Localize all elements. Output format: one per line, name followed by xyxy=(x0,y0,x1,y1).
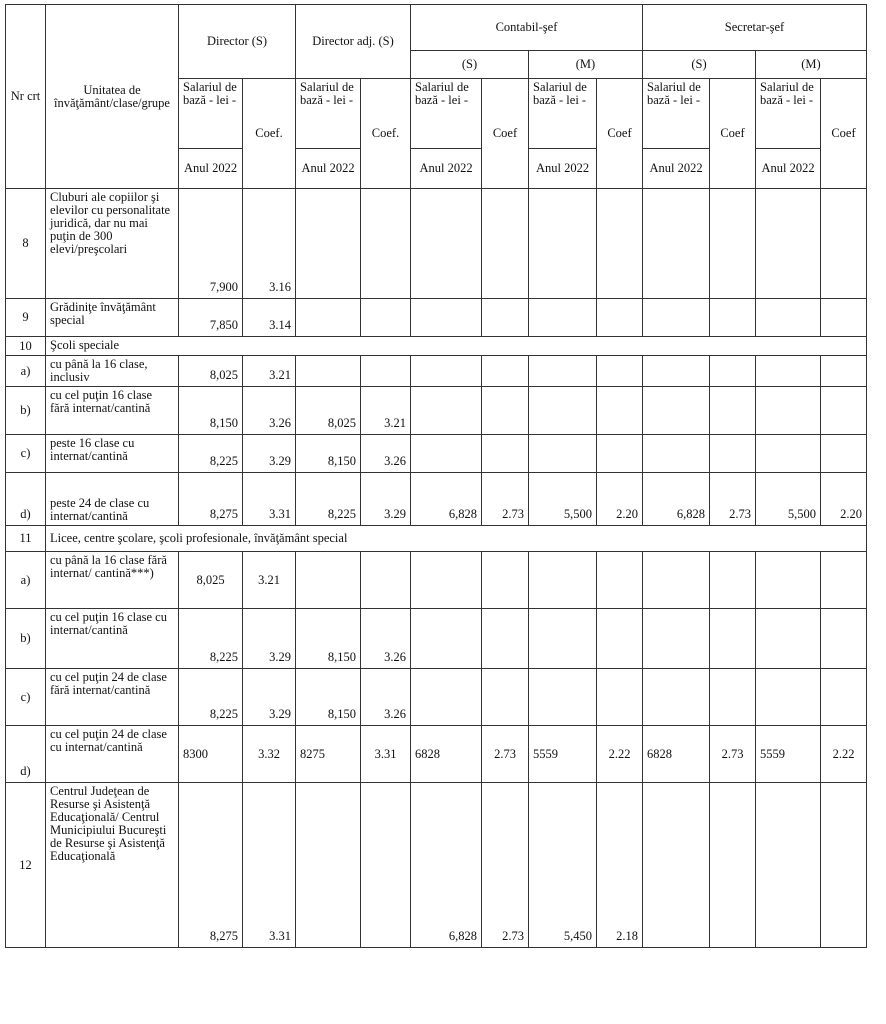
contabil-m-coef: 2.20 xyxy=(597,473,643,526)
director-adj-salary: 8,025 xyxy=(296,387,361,435)
director-salary: 7,850 xyxy=(179,299,243,337)
header-director-adj: Director adj. (S) xyxy=(296,5,411,79)
director-coef: 3.32 xyxy=(243,726,296,783)
director-salary: 8300 xyxy=(179,726,243,783)
header-anul: Anul 2022 xyxy=(179,149,243,189)
header-secretar-sef: Secretar-şef xyxy=(643,5,867,51)
header-secretar-s: (S) xyxy=(643,51,756,79)
director-coef: 3.21 xyxy=(243,356,296,387)
header-coef: Coef xyxy=(482,79,529,189)
row-number: c) xyxy=(6,435,46,473)
director-adj-salary: 8,150 xyxy=(296,609,361,669)
row-label: peste 16 clase cu internat/cantină xyxy=(46,435,179,473)
row-label: cu până la 16 clase fără internat/ cantină***) xyxy=(46,552,179,609)
contabil-s-salary: 6,828 xyxy=(411,783,482,948)
director-salary: 8,025 xyxy=(179,552,243,609)
director-coef: 3.29 xyxy=(243,435,296,473)
header-coef: Coef xyxy=(710,79,756,189)
row-number: 10 xyxy=(6,337,46,356)
director-adj-coef: 3.26 xyxy=(361,435,411,473)
secretar-m-salary: 5,500 xyxy=(756,473,821,526)
header-anul: Anul 2022 xyxy=(756,149,821,189)
header-director: Director (S) xyxy=(179,5,296,79)
director-adj-coef: 3.29 xyxy=(361,473,411,526)
row-label: Grădiniţe învăţământ special xyxy=(46,299,179,337)
row-label: Centrul Judeţean de Resurse şi Asistenţă Educaţională/ Centrul Municipiului Bucureşti de Resurse şi Asistenţă Educaţională xyxy=(46,783,179,948)
table-row xyxy=(6,473,867,526)
director-adj-coef: 3.21 xyxy=(361,387,411,435)
row-number: a) xyxy=(6,552,46,609)
table-row xyxy=(6,299,867,337)
table-row xyxy=(6,387,867,435)
salary-table xyxy=(5,4,867,948)
row-number: a) xyxy=(6,356,46,387)
director-salary: 8,150 xyxy=(179,387,243,435)
header-anul: Anul 2022 xyxy=(643,149,710,189)
header-salariul: Salariul de bază - lei - xyxy=(756,79,821,149)
row-number: 11 xyxy=(6,526,46,552)
secretar-s-coef: 2.73 xyxy=(710,473,756,526)
director-adj-salary: 8,150 xyxy=(296,669,361,726)
director-coef: 3.14 xyxy=(243,299,296,337)
header-coef: Coef. xyxy=(361,79,411,189)
header-anul: Anul 2022 xyxy=(411,149,482,189)
section-label: Şcoli speciale xyxy=(46,337,867,356)
director-salary: 8,225 xyxy=(179,435,243,473)
table-row xyxy=(6,552,867,609)
table-row xyxy=(6,356,867,387)
header-unit: Unitatea de învăţământ/clase/grupe xyxy=(46,5,179,189)
header-secretar-m: (M) xyxy=(756,51,867,79)
director-adj-coef: 3.31 xyxy=(361,726,411,783)
header-contabil-s: (S) xyxy=(411,51,529,79)
header-salariul: Salariul de bază - lei - xyxy=(296,79,361,149)
director-salary: 8,225 xyxy=(179,669,243,726)
header-salariul: Salariul de bază - lei - xyxy=(411,79,482,149)
table-row xyxy=(6,669,867,726)
director-salary: 8,275 xyxy=(179,783,243,948)
secretar-s-coef: 2.73 xyxy=(710,726,756,783)
header-coef: Coef xyxy=(597,79,643,189)
director-coef: 3.16 xyxy=(243,189,296,299)
contabil-s-coef: 2.73 xyxy=(482,783,529,948)
contabil-m-salary: 5,450 xyxy=(529,783,597,948)
table-row xyxy=(6,526,867,552)
row-number: 9 xyxy=(6,299,46,337)
row-number: d) xyxy=(6,726,46,783)
director-adj-coef: 3.26 xyxy=(361,609,411,669)
table-row xyxy=(6,726,867,783)
director-adj-coef: 3.26 xyxy=(361,669,411,726)
header-salariul: Salariul de bază - lei - xyxy=(643,79,710,149)
header-contabil-sef: Contabil-şef xyxy=(411,5,643,51)
header-salariul: Salariul de bază - lei - xyxy=(529,79,597,149)
table-row xyxy=(6,609,867,669)
header-coef: Coef xyxy=(821,79,867,189)
director-adj-salary: 8,150 xyxy=(296,435,361,473)
director-coef: 3.29 xyxy=(243,609,296,669)
header-anul: Anul 2022 xyxy=(529,149,597,189)
director-salary: 8,025 xyxy=(179,356,243,387)
director-salary: 8,225 xyxy=(179,609,243,669)
director-coef: 3.26 xyxy=(243,387,296,435)
contabil-s-salary: 6,828 xyxy=(411,473,482,526)
director-adj-salary: 8275 xyxy=(296,726,361,783)
row-number: d) xyxy=(6,473,46,526)
row-label: cu cel puţin 16 clase cu internat/cantină xyxy=(46,609,179,669)
header-contabil-m: (M) xyxy=(529,51,643,79)
row-number: c) xyxy=(6,669,46,726)
contabil-s-coef: 2.73 xyxy=(482,473,529,526)
row-label: Cluburi ale copiilor şi elevilor cu personalitate juridică, dar nu mai puţin de 300 elevi/preşcolari xyxy=(46,189,179,299)
row-number: 8 xyxy=(6,189,46,299)
table-row xyxy=(6,189,867,299)
director-coef: 3.31 xyxy=(243,783,296,948)
table-row xyxy=(6,783,867,948)
contabil-s-salary: 6828 xyxy=(411,726,482,783)
director-salary: 7,900 xyxy=(179,189,243,299)
header-anul: Anul 2022 xyxy=(296,149,361,189)
row-label: cu cel puţin 24 de clase cu internat/cantină xyxy=(46,726,179,783)
header-nr-crt: Nr crt xyxy=(6,5,46,189)
row-label: cu cel puţin 16 clase fără internat/cantină xyxy=(46,387,179,435)
row-number: b) xyxy=(6,609,46,669)
contabil-m-coef: 2.22 xyxy=(597,726,643,783)
row-label: peste 24 de clase cu internat/cantină xyxy=(46,473,179,526)
row-label: cu cel puţin 24 de clase fără internat/cantină xyxy=(46,669,179,726)
secretar-s-salary: 6828 xyxy=(643,726,710,783)
header-salariul: Salariul de bază - lei - xyxy=(179,79,243,149)
row-number: b) xyxy=(6,387,46,435)
contabil-m-salary: 5,500 xyxy=(529,473,597,526)
section-label: Licee, centre şcolare, şcoli profesionale, învăţământ special xyxy=(46,526,867,552)
row-label: cu până la 16 clase, inclusiv xyxy=(46,356,179,387)
director-salary: 8,275 xyxy=(179,473,243,526)
contabil-m-coef: 2.18 xyxy=(597,783,643,948)
director-coef: 3.31 xyxy=(243,473,296,526)
director-coef: 3.29 xyxy=(243,669,296,726)
secretar-m-coef: 2.20 xyxy=(821,473,867,526)
director-coef: 3.21 xyxy=(243,552,296,609)
contabil-s-coef: 2.73 xyxy=(482,726,529,783)
secretar-s-salary: 6,828 xyxy=(643,473,710,526)
director-adj-salary: 8,225 xyxy=(296,473,361,526)
contabil-m-salary: 5559 xyxy=(529,726,597,783)
table-row xyxy=(6,337,867,356)
header-coef: Coef. xyxy=(243,79,296,189)
row-number: 12 xyxy=(6,783,46,948)
secretar-m-coef: 2.22 xyxy=(821,726,867,783)
secretar-m-salary: 5559 xyxy=(756,726,821,783)
table-row xyxy=(6,435,867,473)
